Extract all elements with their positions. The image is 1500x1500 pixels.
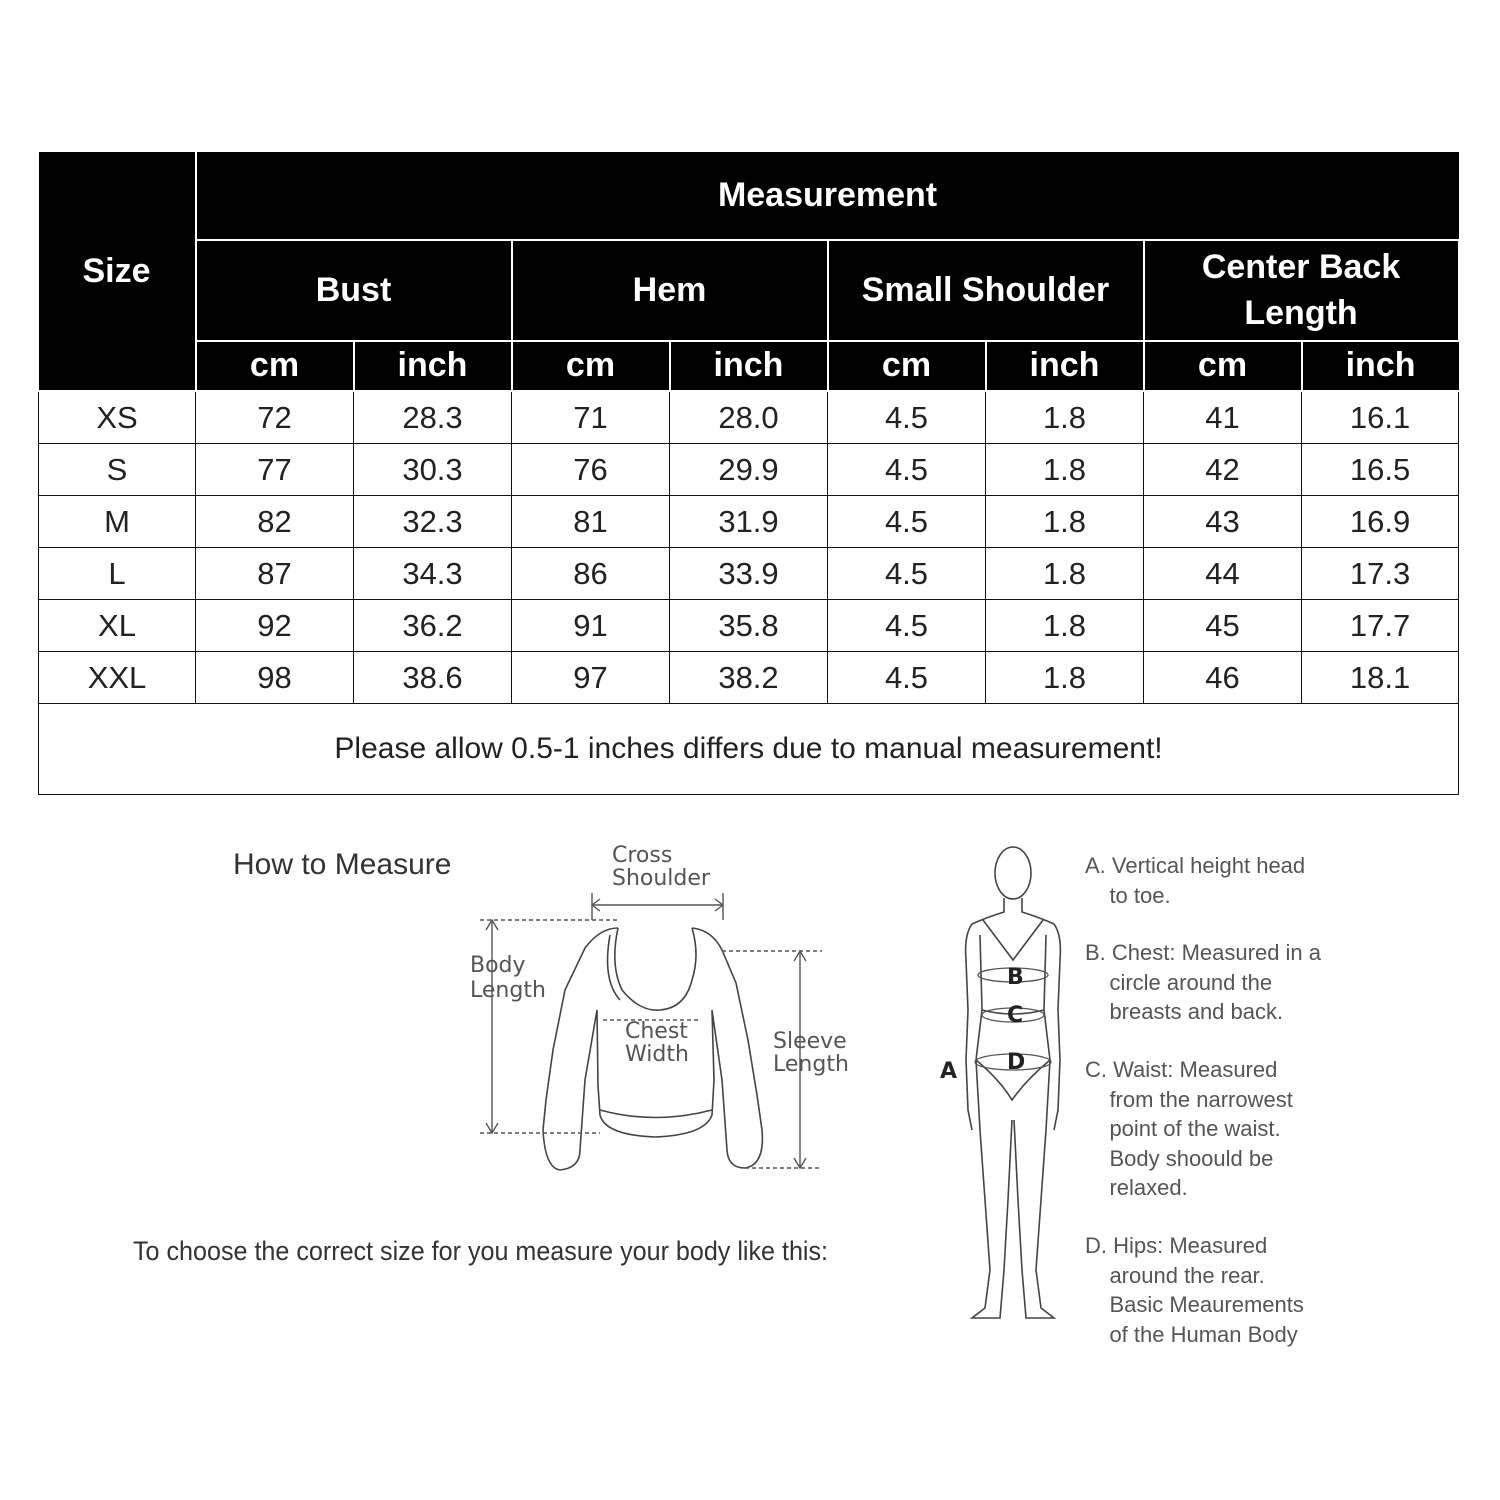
- size-cell: S: [39, 444, 196, 496]
- legend-line: to toe.: [1085, 882, 1171, 908]
- value-cell: 1.8: [986, 600, 1144, 652]
- body-length-label: Length: [470, 978, 546, 1003]
- legend-d: [1085, 1231, 1304, 1349]
- value-cell: 29.9: [670, 444, 828, 496]
- legend-line: point of the waist.: [1085, 1116, 1281, 1141]
- value-cell: 42: [1144, 444, 1302, 496]
- value-cell: 45: [1144, 600, 1302, 652]
- size-cell: M: [39, 496, 196, 548]
- legend-line: relaxed.: [1085, 1175, 1188, 1200]
- measurement-note: Please allow 0.5-1 inches differs due to manual measurement!: [39, 704, 1459, 795]
- value-cell: 91: [512, 600, 670, 652]
- cross-shoulder-label: Shoulder: [612, 866, 710, 891]
- size-row: [39, 652, 1459, 704]
- size-cell: XS: [39, 391, 196, 444]
- measurement-header: Measurement: [196, 152, 1459, 240]
- cross-shoulder-label: Cross: [612, 843, 673, 868]
- value-cell: 76: [512, 444, 670, 496]
- bust-header: Bust: [196, 240, 512, 341]
- value-cell: 4.5: [828, 496, 986, 548]
- value-cell: 81: [512, 496, 670, 548]
- value-cell: 1.8: [986, 391, 1144, 444]
- legend-line: of the Human Body: [1085, 1321, 1298, 1347]
- unit-header: inch: [1302, 341, 1459, 391]
- legend-b: [1085, 938, 1321, 1027]
- value-cell: 77: [196, 444, 354, 496]
- small-shoulder-header: Small Shoulder: [828, 240, 1144, 341]
- value-cell: 71: [512, 391, 670, 444]
- legend-line: B. Chest: Measured in a: [1085, 940, 1322, 965]
- value-cell: 98: [196, 652, 354, 704]
- value-cell: 35.8: [670, 600, 828, 652]
- legend-line: A. Vertical height head: [1085, 853, 1306, 878]
- size-row: [39, 391, 1459, 444]
- value-cell: 4.5: [828, 600, 986, 652]
- body-figure-diagram: [930, 840, 1075, 1330]
- value-cell: 32.3: [354, 496, 512, 548]
- legend-line: D. Hips: Measured: [1085, 1233, 1268, 1258]
- value-cell: 4.5: [828, 548, 986, 600]
- unit-header: inch: [986, 341, 1144, 391]
- value-cell: 16.5: [1302, 444, 1459, 496]
- point-c-label: C: [1007, 1003, 1024, 1028]
- size-row: [39, 496, 1459, 548]
- legend-line: around the rear.: [1085, 1262, 1265, 1288]
- value-cell: 30.3: [354, 444, 512, 496]
- legend-line: C. Waist: Measured: [1085, 1057, 1278, 1082]
- unit-header: inch: [354, 341, 512, 391]
- value-cell: 4.5: [828, 391, 986, 444]
- point-a-label: A: [940, 1059, 958, 1084]
- value-cell: 4.5: [828, 652, 986, 704]
- value-cell: 41: [1144, 391, 1302, 444]
- legend-line: Body shoould be: [1085, 1145, 1274, 1171]
- value-cell: 43: [1144, 496, 1302, 548]
- unit-header: cm: [828, 341, 986, 391]
- value-cell: 17.7: [1302, 600, 1459, 652]
- size-chart-table: [38, 152, 1460, 795]
- size-row: [39, 444, 1459, 496]
- point-d-label: D: [1007, 1050, 1026, 1075]
- chest-width-label: Width: [625, 1042, 689, 1067]
- body-length-label: Body: [470, 953, 526, 978]
- center-back-length-label: Center Back Length: [1201, 248, 1401, 333]
- size-rows: [39, 391, 1459, 704]
- unit-header: cm: [1144, 341, 1302, 391]
- value-cell: 82: [196, 496, 354, 548]
- sweater-diagram: [440, 835, 880, 1195]
- value-cell: 36.2: [354, 600, 512, 652]
- size-cell: XXL: [39, 652, 196, 704]
- value-cell: 44: [1144, 548, 1302, 600]
- value-cell: 1.8: [986, 496, 1144, 548]
- value-cell: 87: [196, 548, 354, 600]
- size-cell: L: [39, 548, 196, 600]
- unit-header: cm: [512, 341, 670, 391]
- legend-c: [1085, 1055, 1293, 1203]
- value-cell: 31.9: [670, 496, 828, 548]
- value-cell: 28.3: [354, 391, 512, 444]
- point-b-label: B: [1007, 965, 1024, 990]
- value-cell: 46: [1144, 652, 1302, 704]
- legend-line: circle around the: [1085, 969, 1273, 995]
- center-back-length-header: [1144, 240, 1459, 341]
- value-cell: 34.3: [354, 548, 512, 600]
- unit-header: inch: [670, 341, 828, 391]
- legend-line: Basic Meaurements: [1085, 1292, 1304, 1317]
- value-cell: 97: [512, 652, 670, 704]
- size-row: [39, 548, 1459, 600]
- value-cell: 1.8: [986, 652, 1144, 704]
- value-cell: 33.9: [670, 548, 828, 600]
- value-cell: 4.5: [828, 444, 986, 496]
- chest-width-label: Chest: [625, 1019, 688, 1044]
- sleeve-length-label: Length: [773, 1052, 849, 1077]
- value-cell: 17.3: [1302, 548, 1459, 600]
- value-cell: 86: [512, 548, 670, 600]
- legend-line: from the narrowest: [1085, 1086, 1293, 1112]
- hem-header: Hem: [512, 240, 828, 341]
- value-cell: 1.8: [986, 444, 1144, 496]
- value-cell: 16.1: [1302, 391, 1459, 444]
- value-cell: 38.6: [354, 652, 512, 704]
- value-cell: 92: [196, 600, 354, 652]
- how-to-measure-title: How to Measure: [233, 848, 452, 881]
- size-row: [39, 600, 1459, 652]
- value-cell: 16.9: [1302, 496, 1459, 548]
- value-cell: 28.0: [670, 391, 828, 444]
- measure-instruction: To choose the correct size for you measure your body like this:: [133, 1236, 829, 1266]
- value-cell: 18.1: [1302, 652, 1459, 704]
- unit-header: cm: [196, 341, 354, 391]
- sleeve-length-label: Sleeve: [773, 1029, 847, 1054]
- size-header: Size: [39, 152, 196, 391]
- value-cell: 72: [196, 391, 354, 444]
- legend-a: [1085, 851, 1305, 910]
- size-cell: XL: [39, 600, 196, 652]
- legend-line: breasts and back.: [1085, 999, 1284, 1024]
- value-cell: 1.8: [986, 548, 1144, 600]
- value-cell: 38.2: [670, 652, 828, 704]
